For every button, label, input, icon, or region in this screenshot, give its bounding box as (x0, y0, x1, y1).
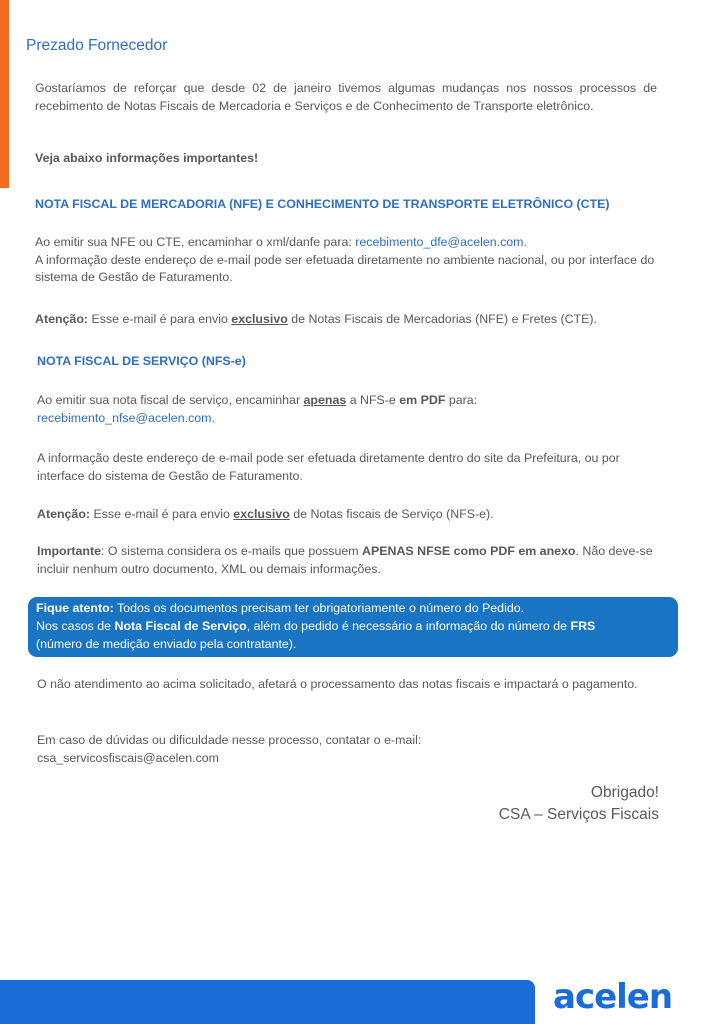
nfe-send-prefix: Ao emitir sua NFE ou CTE, encaminhar o xml/danfe para: (35, 235, 352, 249)
alert-line2-pre: Nos casos de (36, 619, 112, 633)
alert-line2-keyword: Nota Fiscal de Serviço (114, 619, 247, 633)
nfse-important-keyword: APENAS NFSE como PDF em anexo (362, 544, 576, 558)
accent-bar (0, 0, 9, 188)
nfe-info: A informação deste endereço de e-mail pode ser efetuada diretamente no ambiente nacional, ou por interface do sistema de Gestão de Faturamento. (35, 252, 655, 284)
nfse-email-suffix: . (211, 410, 215, 425)
nfse-send-mid: a NFS-e (349, 393, 396, 407)
nfse-email-link[interactable]: recebimento_nfse@acelen.com (37, 410, 212, 425)
nfse-attention-post: de Notas fiscais de Serviço (NFS-e). (293, 507, 494, 521)
nfe-attention-keyword: exclusivo (231, 312, 288, 326)
nfse-send-prefix: Ao emitir sua nota fiscal de serviço, encaminhar (37, 393, 301, 407)
nfse-important (37, 543, 677, 578)
intro-text: Gostaríamos de reforçar que desde 02 de janeiro tivemos algumas mudanças nos nossos processos de recebimento de Notas Fiscais de Mercadoria e Serviços e de Conhecimento de Transporte eletrônico. (35, 81, 657, 113)
intro-callout: Veja abaixo informações importantes! (35, 151, 259, 165)
nfse-attention-label: Atenção: (37, 507, 91, 521)
nfe-email-suffix: . (523, 235, 527, 249)
nfse-info: A informação deste endereço de e-mail pode ser efetuada diretamente dentro do site da Prefeitura, ou por interface do sistema de Gestão de Faturamento. (37, 451, 620, 483)
alert-line1: Todos os documentos precisam ter obrigatoriamente o número do Pedido. (117, 601, 525, 615)
greeting: Prezado Fornecedor (26, 37, 168, 54)
closing-signature: CSA – Serviços Fiscais (498, 806, 659, 823)
nfse-attention-keyword: exclusivo (233, 507, 290, 521)
nfse-heading: NOTA FISCAL DE SERVIÇO (NFS-e) (37, 354, 246, 368)
alert-line2-mid: , além do pedido é necessário a informação do número de (246, 619, 568, 633)
nfe-email-link[interactable]: recebimento_dfe@acelen.com (355, 235, 524, 249)
closing-thanks: Obrigado! (590, 784, 659, 801)
nfse-send-line (37, 392, 657, 427)
alert-line3: (número de medição enviado pela contratante). (36, 637, 297, 651)
alert-line2-frs: FRS (570, 619, 596, 633)
nfe-attention (35, 311, 665, 329)
nfe-send-line (35, 234, 660, 287)
contact-block (37, 732, 637, 767)
alert-box (28, 597, 678, 657)
nfse-send-format: em PDF (399, 393, 446, 407)
intro-paragraph (35, 80, 657, 115)
nfse-send-keyword: apenas (303, 393, 347, 407)
nfe-attention-post: de Notas Fiscais de Mercadorias (NFE) e Fretes (CTE). (291, 312, 597, 326)
nfse-attention-pre: Esse e-mail é para envio (93, 507, 230, 521)
acelen-logo (553, 972, 693, 1022)
nfe-heading: NOTA FISCAL DE MERCADORIA (NFE) E CONHECIMENTO DE TRANSPORTE ELETRÔNICO (CTE) (35, 197, 610, 211)
noncompliance-notice: O não atendimento ao acima solicitado, afetará o processamento das notas fiscais e impactará o pagamento. (37, 677, 638, 691)
nfse-important-post: . Não deve-se incluir nenhum outro documento, XML ou demais informações. (37, 544, 653, 576)
nfe-attention-pre: Esse e-mail é para envio (91, 312, 228, 326)
nfe-attention-label: Atenção: (35, 312, 89, 326)
logo-text: acelen (553, 977, 673, 1017)
nfse-important-label: Importante (37, 544, 102, 558)
contact-text: Em caso de dúvidas ou dificuldade nesse processo, contatar o e-mail: (37, 733, 422, 747)
nfse-attention (37, 506, 662, 524)
footer-bar (0, 980, 535, 1024)
alert-label: Fique atento: (36, 601, 114, 615)
nfse-important-pre: : O sistema considera os e-mails que possuem (101, 544, 359, 558)
nfse-send-suffix: para: (448, 393, 478, 407)
contact-email-link[interactable]: csa_servicosfiscais@acelen.com (37, 750, 219, 765)
